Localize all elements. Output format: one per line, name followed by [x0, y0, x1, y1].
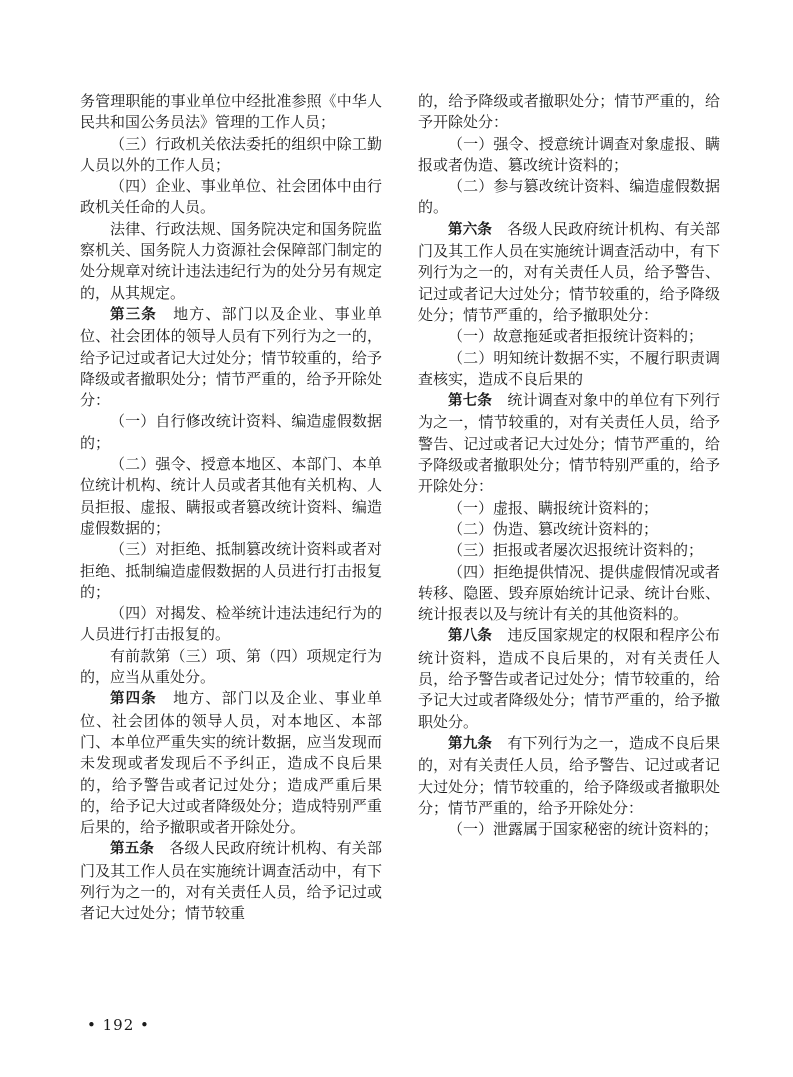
article-number: 第五条: [110, 841, 155, 858]
paragraph-text: （二）明知统计数据不实，不履行职责调查核实，造成不良后果的: [418, 348, 720, 388]
paragraph-text: （四）对揭发、检举统计违法违纪行为的人员进行打击报复的。: [80, 604, 382, 644]
paragraph-text: 的，给予降级或者撤职处分；情节严重的，给予开除处分：: [418, 92, 720, 132]
paragraph-text: 有下列行为之一，造成不良后果的，对有关责任人员，给予警告、记过或者记大过处分；情节较重的，给予降级或者撤职处分；情节严重的，给予开除处分：: [418, 733, 720, 817]
article-paragraph: [80, 838, 382, 924]
paragraph: [418, 326, 720, 347]
article-paragraph: [418, 390, 720, 497]
paragraph: [80, 539, 382, 603]
paragraph-text: （二）强令、授意本地区、本部门、本单位统计机构、统计人员或者其他有关机构、人员拒报、虚报、瞒报或者篡改统计资料、编造虚假数据的；: [80, 455, 382, 537]
paragraph-text: （四）企业、事业单位、社会团体中由行政机关任命的人员。: [80, 177, 382, 217]
paragraph-text: （四）拒绝提供情况、提供虚假情况或者转移、隐匿、毁弃原始统计记录、统计台账、统计报表以及与统计有关的其他资料的。: [418, 562, 720, 624]
paragraph-text: （二）伪造、篡改统计资料的；: [448, 519, 659, 538]
paragraph: [80, 134, 382, 177]
article-paragraph: [418, 625, 720, 732]
paragraph-text: （三）对拒绝、抵制篡改统计资料或者对拒绝、抵制编造虚假数据的人员进行打击报复的；: [80, 540, 382, 601]
paragraph-text: 地方、部门以及企业、事业单位、社会团体的领导人员，对本地区、本部门、本单位严重失实的统计数据，应当发现而未发现或者发现后不予纠正，造成不良后果的，给予警告或者记过处分；造成严重后果的，给予记大过或者降级处分；造成特别严重后果的，给予撤职或者开除处分。: [80, 689, 382, 837]
paragraph-text: 有前款第（三）项、第（四）项规定行为的，应当从重处分。: [80, 646, 382, 687]
paragraph-text: （三）行政机关依法委托的组织中除工勤人员以外的工作人员；: [80, 134, 382, 174]
paragraph: [418, 91, 720, 134]
paragraph: [418, 540, 720, 561]
paragraph-text: 务管理职能的事业单位中经批准参照《中华人民共和国公务员法》管理的工作人员；: [80, 92, 382, 132]
paragraph: [80, 176, 382, 219]
paragraph: [80, 91, 382, 134]
paragraph: [418, 134, 720, 177]
article-paragraph: [80, 688, 382, 838]
paragraph-text: （一）泄露属于国家秘密的统计资料的；: [448, 820, 719, 839]
paragraph: [80, 646, 382, 689]
paragraph: [80, 454, 382, 539]
paragraph-text: （一）强令、授意统计调查对象虚报、瞒报或者伪造、篡改统计资料的；: [418, 134, 720, 174]
paragraph-text: 地方、部门以及企业、事业单位、社会团体的领导人员有下列行为之一的，给予记过或者记大过处分；情节较重的，给予降级或者撤职处分；情节严重的，给予开除处分：: [80, 304, 382, 410]
paragraph: [418, 519, 720, 540]
paragraph: [418, 498, 720, 519]
paragraph: [418, 562, 720, 626]
article-number: 第四条: [110, 691, 157, 708]
article-paragraph: [80, 304, 382, 411]
paragraph-text: 统计调查对象中的单位有下列行为之一，情节较重的，对有关责任人员，给予警告、记过或者记大过处分；情节严重的，给予降级或者撤职处分；情节特别严重的，给予开除处分：: [418, 391, 720, 496]
paragraph-text: 各级人民政府统计机构、有关部门及其工作人员在实施统计调查活动中，有下列行为之一的，对有关责任人员，给予记过或者记大过处分；情节较重: [80, 839, 382, 923]
left-column: [80, 91, 382, 925]
article-paragraph: [418, 733, 720, 819]
paragraph-text: 各级人民政府统计机构、有关部门及其工作人员在实施统计调查活动中，有下列行为之一的，对有关责任人员，给予警告、记过或者记大过处分；情节较重的，给予降级处分；情节严重的，给予撤职处分：: [418, 219, 720, 324]
page-number: • 192 •: [87, 1016, 150, 1034]
paragraph-text: （一）虚报、瞒报统计资料的；: [448, 498, 659, 517]
paragraph: [80, 411, 382, 454]
paragraph-text: 法律、行政法规、国务院决定和国务院监察机关、国务院人力资源社会保障部门制定的处分规章对统计违法违纪行为的处分另有规定的，从其规定。: [80, 219, 382, 302]
article-number: 第六条: [448, 221, 493, 238]
article-number: 第三条: [110, 306, 157, 323]
article-number: 第七条: [448, 393, 493, 410]
paragraph: [418, 176, 720, 219]
paragraph-text: （三）拒报或者屡次迟报统计资料的；: [448, 541, 704, 560]
paragraph: [418, 348, 720, 391]
paragraph-text: （一）故意拖延或者拒报统计资料的；: [448, 327, 704, 346]
article-number: 第九条: [448, 735, 493, 752]
paragraph: [80, 219, 382, 304]
paragraph-text: 违反国家规定的权限和程序公布统计资料，造成不良后果的，对有关责任人员，给予警告或者记过处分；情节较重的，给予记大过或者降级处分；情节严重的，给予撤职处分。: [418, 626, 720, 731]
paragraph: [418, 819, 720, 840]
article-paragraph: [418, 219, 720, 326]
right-column: [418, 91, 720, 840]
paragraph: [80, 603, 382, 646]
paragraph-text: （二）参与篡改统计资料、编造虚假数据的。: [418, 177, 720, 217]
article-number: 第八条: [448, 628, 493, 645]
paragraph-text: （一）自行修改统计资料、编造虚假数据的；: [80, 412, 382, 452]
